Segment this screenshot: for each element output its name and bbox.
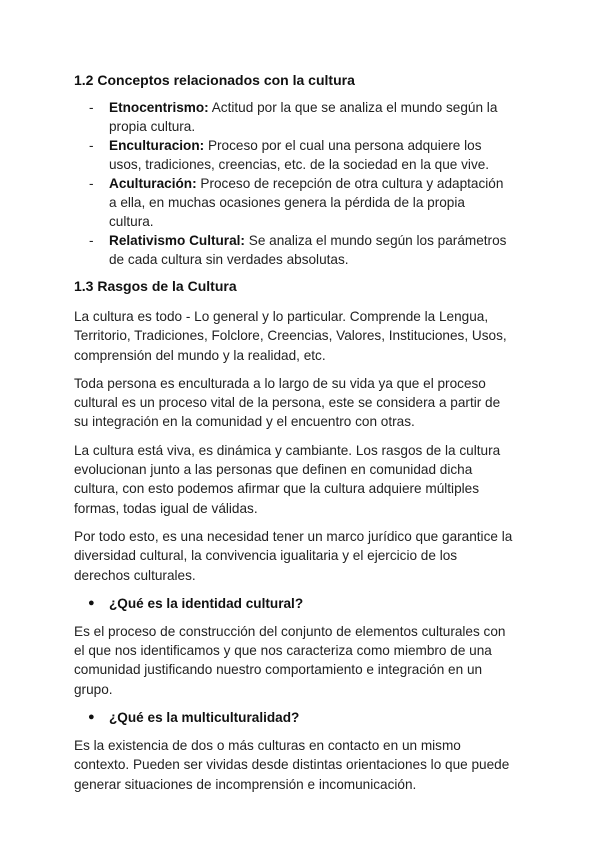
paragraph-line: Es el proceso de construcción del conjunto de elementos culturales con bbox=[74, 623, 506, 639]
dash-bullet: - bbox=[89, 100, 94, 115]
paragraph bbox=[74, 441, 534, 518]
paragraph bbox=[74, 527, 534, 585]
definition-line: Proceso por el cual una persona adquiere los bbox=[207, 138, 482, 153]
definition-line: Se analiza el mundo según los parámetros bbox=[248, 233, 507, 248]
list-item-enculturacion bbox=[74, 136, 534, 174]
paragraph-line: comunidad justificando nuestro comportamiento e integración en un bbox=[74, 662, 483, 678]
term: Relativismo Cultural: bbox=[109, 233, 245, 248]
paragraph-line: contexto. Pueden ser vividas desde distintas orientaciones lo que puede bbox=[74, 757, 510, 773]
paragraph-line: formas, todas igual de válidas. bbox=[74, 500, 258, 516]
question-text: ¿Qué es la identidad cultural? bbox=[109, 595, 304, 611]
paragraph-line: generar situaciones de incomprensión e incomunicación. bbox=[74, 776, 417, 792]
paragraph-line: Toda persona es enculturada a lo largo de su vida ya que el proceso bbox=[74, 375, 486, 391]
paragraph-line: derechos culturales. bbox=[74, 567, 196, 583]
section-heading-1-3: 1.3 Rasgos de la Cultura bbox=[74, 278, 237, 294]
paragraph-line: La cultura está viva, es dinámica y cambiante. Los rasgos de la cultura bbox=[74, 442, 501, 458]
bullet-icon: ● bbox=[88, 596, 95, 609]
definition-line: de cada cultura sin verdades absolutas. bbox=[109, 252, 349, 267]
document-page bbox=[74, 71, 534, 803]
list-item-etnocentrismo bbox=[74, 98, 534, 136]
paragraph-line: diversidad cultural, la convivencia igualitaria y el ejercicio de los bbox=[74, 548, 458, 564]
term: Etnocentrismo: bbox=[109, 100, 209, 115]
paragraph-line: cultural es un proceso vital de la persona, este se considera a partir de bbox=[74, 395, 501, 411]
dash-bullet: - bbox=[89, 233, 94, 248]
question-identidad-cultural bbox=[74, 594, 534, 613]
paragraph-line: Es la existencia de dos o más culturas en contacto en un mismo bbox=[74, 738, 461, 754]
paragraph-line: Por todo esto, es una necesidad tener un marco jurídico que garantice la bbox=[74, 528, 513, 544]
list-item-relativismo-cultural bbox=[74, 231, 534, 269]
paragraph-line: cultura, con esto podemos afirmar que la cultura adquiere múltiples bbox=[74, 481, 480, 497]
answer-paragraph bbox=[74, 622, 534, 699]
definition-line: cultura. bbox=[109, 214, 154, 229]
paragraph-line: comprensión del mundo y la realidad, etc. bbox=[74, 347, 326, 363]
section-heading-1-2: 1.2 Conceptos relacionados con la cultura bbox=[74, 72, 355, 88]
paragraph-line: evolucionan junto a las personas que definen en comunidad dicha bbox=[74, 462, 473, 478]
question-multiculturalidad bbox=[74, 708, 534, 727]
definition-line: Proceso de recepción de otra cultura y adaptación bbox=[200, 176, 504, 191]
paragraph-line: Territorio, Tradiciones, Folclore, Creencias, Valores, Instituciones, Usos, bbox=[74, 328, 507, 344]
term: Enculturacion: bbox=[109, 138, 205, 153]
answer-paragraph bbox=[74, 736, 534, 794]
paragraph-line: La cultura es todo - Lo general y lo particular. Comprende la Lengua, bbox=[74, 309, 489, 324]
term: Aculturación: bbox=[109, 176, 197, 191]
definition-line: Actitud por la que se analiza el mundo según la bbox=[211, 100, 498, 115]
list-item-aculturacion bbox=[74, 174, 534, 231]
paragraph-line: el que nos identificamos y que nos caracteriza como miembro de una bbox=[74, 643, 492, 659]
concepts-list bbox=[74, 98, 534, 269]
paragraph-line: su integración en la comunidad y el encuentro con otras. bbox=[74, 414, 415, 430]
paragraph-line: grupo. bbox=[74, 681, 113, 697]
question-text: ¿Qué es la multiculturalidad? bbox=[109, 710, 300, 726]
definition-line: a ella, en muchas ocasiones genera la pérdida de la propia bbox=[109, 195, 465, 210]
dash-bullet: - bbox=[89, 138, 94, 153]
paragraph bbox=[74, 307, 534, 365]
dash-bullet: - bbox=[89, 176, 94, 191]
bullet-icon: ● bbox=[88, 711, 95, 724]
definition-line: usos, tradiciones, creencias, etc. de la sociedad en la que vive. bbox=[109, 157, 490, 172]
definition-line: propia cultura. bbox=[109, 119, 196, 134]
paragraph bbox=[74, 374, 534, 432]
